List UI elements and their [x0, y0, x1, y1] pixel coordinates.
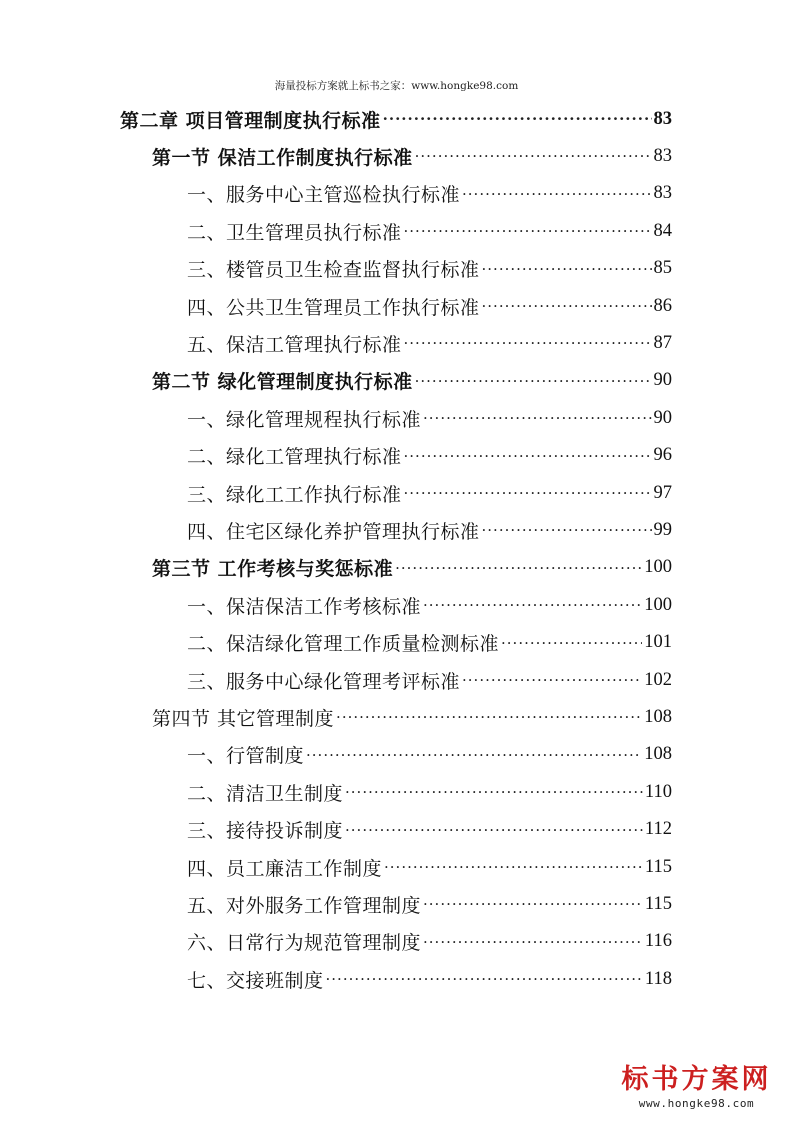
toc-leader-dots	[501, 634, 642, 652]
toc-leader-dots	[415, 147, 652, 165]
toc-leader-dots	[415, 372, 652, 390]
toc-entry-title: 四、住宅区绿化养护管理执行标准	[187, 520, 480, 543]
toc-entry-page-number: 115	[644, 893, 672, 914]
toc-leader-dots	[482, 260, 652, 278]
toc-entry[interactable]	[152, 366, 672, 396]
toc-leader-dots	[423, 596, 642, 614]
toc-entry[interactable]	[152, 702, 672, 732]
toc-leader-dots	[482, 521, 652, 539]
toc-entry[interactable]	[120, 104, 672, 134]
toc-entry-title: 五、对外服务工作管理制度	[187, 894, 422, 917]
toc-entry-page-number: 90	[653, 407, 672, 428]
watermark-title: 标书方案网	[621, 1064, 772, 1095]
toc-entry[interactable]	[187, 815, 672, 845]
watermark-logo	[614, 1066, 779, 1110]
toc-leader-dots	[423, 409, 651, 427]
toc-entry-page-number: 102	[644, 669, 672, 690]
toc-leader-dots	[306, 746, 642, 764]
toc-entry-page-number: 90	[653, 370, 672, 391]
toc-entry-page-number: 118	[644, 968, 672, 989]
toc-entry-page-number: 85	[653, 258, 672, 279]
toc-entry-title: 四、员工廉洁工作制度	[187, 857, 383, 880]
toc-entry-page-number: 101	[644, 632, 672, 653]
toc-entry-page-number: 87	[653, 332, 672, 353]
toc-entry-title: 三、服务中心绿化管理考评标准	[187, 670, 461, 693]
toc-entry-title: 第四节 其它管理制度	[152, 707, 335, 730]
toc-entry-title: 一、保洁保洁工作考核标准	[187, 595, 422, 618]
toc-entry-title: 四、公共卫生管理员工作执行标准	[187, 296, 480, 319]
toc-entry-page-number: 108	[644, 706, 672, 727]
toc-leader-dots	[423, 895, 643, 913]
toc-entry-page-number: 83	[653, 145, 672, 166]
toc-entry[interactable]	[187, 328, 672, 358]
toc-entry-title: 六、日常行为规范管理制度	[187, 932, 422, 955]
watermark-url: www.hongke98.com	[638, 1097, 755, 1110]
toc-leader-dots	[336, 708, 642, 726]
toc-entry-title: 一、绿化管理规程执行标准	[187, 408, 422, 431]
toc-entry-page-number: 110	[644, 781, 672, 802]
toc-leader-dots	[462, 185, 651, 203]
toc-entry[interactable]	[187, 777, 672, 807]
toc-entry-title: 第三节 工作考核与奖惩标准	[152, 558, 394, 581]
toc-entry-page-number: 115	[644, 856, 672, 877]
toc-leader-dots	[404, 222, 652, 240]
toc-leader-dots	[423, 933, 643, 951]
toc-entry-page-number: 97	[653, 482, 672, 503]
toc-entry-page-number: 99	[653, 519, 672, 540]
toc-entry[interactable]	[187, 254, 672, 284]
toc-entry[interactable]	[187, 590, 672, 620]
toc-entry-title: 三、接待投诉制度	[187, 820, 344, 843]
toc-entry[interactable]	[187, 515, 672, 545]
toc-leader-dots	[345, 783, 643, 801]
toc-entry-title: 第二章 项目管理制度执行标准	[120, 109, 381, 132]
toc-entry-title: 二、清洁卫生制度	[187, 782, 344, 805]
toc-entry-title: 三、绿化工工作执行标准	[187, 483, 402, 506]
toc-entry-title: 五、保洁工管理执行标准	[187, 333, 402, 356]
toc-entry[interactable]	[187, 964, 672, 994]
toc-entry-page-number: 84	[653, 220, 672, 241]
toc-entry-title: 三、楼管员卫生检查监督执行标准	[187, 259, 480, 282]
toc-entry-title: 一、服务中心主管巡检执行标准	[187, 184, 461, 207]
toc-entry-page-number: 96	[653, 445, 672, 466]
toc-entry[interactable]	[187, 740, 672, 770]
page-header: 海量投标方案就上标书之家：www.hongke98.com	[274, 80, 519, 92]
toc-entry[interactable]	[187, 628, 672, 658]
toc-leader-dots	[404, 484, 652, 502]
toc-leader-dots	[404, 447, 652, 465]
toc-entry-page-number: 83	[653, 108, 672, 129]
toc-entry-page-number: 100	[644, 594, 672, 615]
toc-entry-page-number: 116	[644, 931, 672, 952]
toc-leader-dots	[395, 559, 642, 577]
toc-entry[interactable]	[187, 852, 672, 882]
toc-entry-title: 二、保洁绿化管理工作质量检测标准	[187, 633, 500, 656]
toc-entry-title: 二、绿化工管理执行标准	[187, 446, 402, 469]
toc-entry-page-number: 108	[644, 744, 672, 765]
toc-entry[interactable]	[187, 179, 672, 209]
toc-entry[interactable]	[187, 403, 672, 433]
toc-entry[interactable]	[187, 478, 672, 508]
toc-leader-dots	[345, 821, 643, 839]
toc-entry[interactable]	[187, 927, 672, 957]
toc-entry-page-number: 112	[644, 819, 672, 840]
toc-entry-title: 一、行管制度	[187, 745, 305, 768]
toc-leader-dots	[462, 671, 642, 689]
toc-entry-title: 第一节 保洁工作制度执行标准	[152, 146, 413, 169]
toc-entry[interactable]	[187, 889, 672, 919]
toc-entry-title: 第二节 绿化管理制度执行标准	[152, 371, 413, 394]
toc-entry[interactable]	[187, 216, 672, 246]
toc-leader-dots	[482, 297, 652, 315]
toc-leader-dots	[384, 858, 643, 876]
toc-entry-title: 七、交接班制度	[187, 969, 324, 992]
toc-entry-page-number: 100	[644, 557, 672, 578]
toc-entry-page-number: 83	[653, 183, 672, 204]
toc-leader-dots	[404, 334, 652, 352]
toc-leader-dots	[326, 970, 643, 988]
toc-entry-title: 二、卫生管理员执行标准	[187, 221, 402, 244]
toc-entry[interactable]	[152, 553, 672, 583]
toc-entry[interactable]	[187, 291, 672, 321]
toc-entry[interactable]	[187, 441, 672, 471]
toc-entry[interactable]	[187, 665, 672, 695]
toc-entry-page-number: 86	[653, 295, 672, 316]
toc-leader-dots	[383, 110, 652, 128]
toc-entry[interactable]	[152, 141, 672, 171]
